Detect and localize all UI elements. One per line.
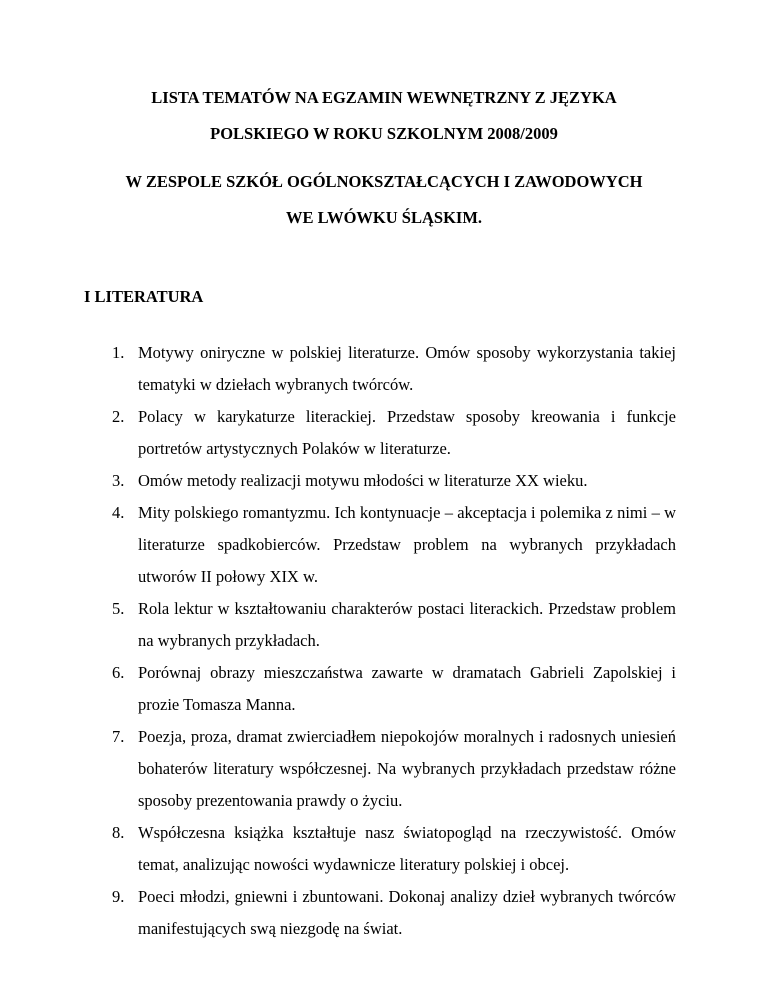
topic-text: Motywy oniryczne w polskiej literaturze. Omów sposoby wykorzystania takiej tematyki w dziełach wybranych twórców. (138, 343, 676, 394)
topic-item (84, 337, 676, 401)
topic-item (84, 817, 676, 881)
topic-item (84, 881, 676, 945)
title-line: LISTA TEMATÓW NA EGZAMIN WEWNĘTRZNY Z JĘZYKA (151, 88, 617, 107)
topic-number: 9. (112, 887, 125, 906)
topic-number: 1. (112, 343, 125, 362)
document-title (0, 80, 768, 152)
topic-item (84, 497, 676, 593)
topic-text: Poeci młodzi, gniewni i zbuntowani. Dokonaj analizy dzieł wybranych twórców manifestujących swą niezgodę na świat. (138, 887, 676, 938)
school-name (0, 164, 768, 236)
topic-number: 3. (112, 471, 125, 490)
title-line: POLSKIEGO W ROKU SZKOLNYM 2008/2009 (210, 124, 558, 143)
topic-text: Polacy w karykaturze literackiej. Przedstaw sposoby kreowania i funkcje portretów artystycznych Polaków w literaturze. (138, 407, 676, 458)
school-line: W ZESPOLE SZKÓŁ OGÓLNOKSZTAŁCĄCYCH I ZAWODOWYCH (125, 172, 643, 191)
topic-number: 7. (112, 727, 125, 746)
topic-number: 2. (112, 407, 125, 426)
topic-item (84, 657, 676, 721)
topic-item (84, 593, 676, 657)
school-line: WE LWÓWKU ŚLĄSKIM. (285, 208, 483, 227)
topic-number: 5. (112, 599, 125, 618)
topic-text: Współczesna książka kształtuje nasz światopogląd na rzeczywistość. Omów temat, analizując nowości wydawnicze literatury polskiej i obcej. (138, 823, 676, 874)
section-heading: I LITERATURA (84, 287, 204, 306)
topic-number: 8. (112, 823, 125, 842)
topic-text: Rola lektur w kształtowaniu charakterów postaci literackich. Przedstaw problem na wybranych przykładach. (138, 599, 676, 650)
topic-item (84, 465, 676, 497)
topic-text: Porównaj obrazy mieszczaństwa zawarte w dramatach Gabrieli Zapolskiej i prozie Tomasza Manna. (138, 663, 676, 714)
topic-text: Mity polskiego romantyzmu. Ich kontynuacje – akceptacja i polemika z nimi – w literaturze spadkobierców. Przedstaw problem na wybranych przykładach utworów II połowy XIX w. (138, 503, 676, 586)
topic-item (84, 721, 676, 817)
topic-text: Poezja, proza, dramat zwierciadłem niepokojów moralnych i radosnych uniesień bohaterów literatury współczesnej. Na wybranych przykładach przedstaw różne sposoby prezentowania prawdy o życiu. (138, 727, 676, 810)
topic-list (84, 337, 676, 945)
topic-text: Omów metody realizacji motywu młodości w literaturze XX wieku. (138, 471, 588, 490)
topic-number: 4. (112, 503, 125, 522)
topic-item (84, 401, 676, 465)
topic-number: 6. (112, 663, 125, 682)
